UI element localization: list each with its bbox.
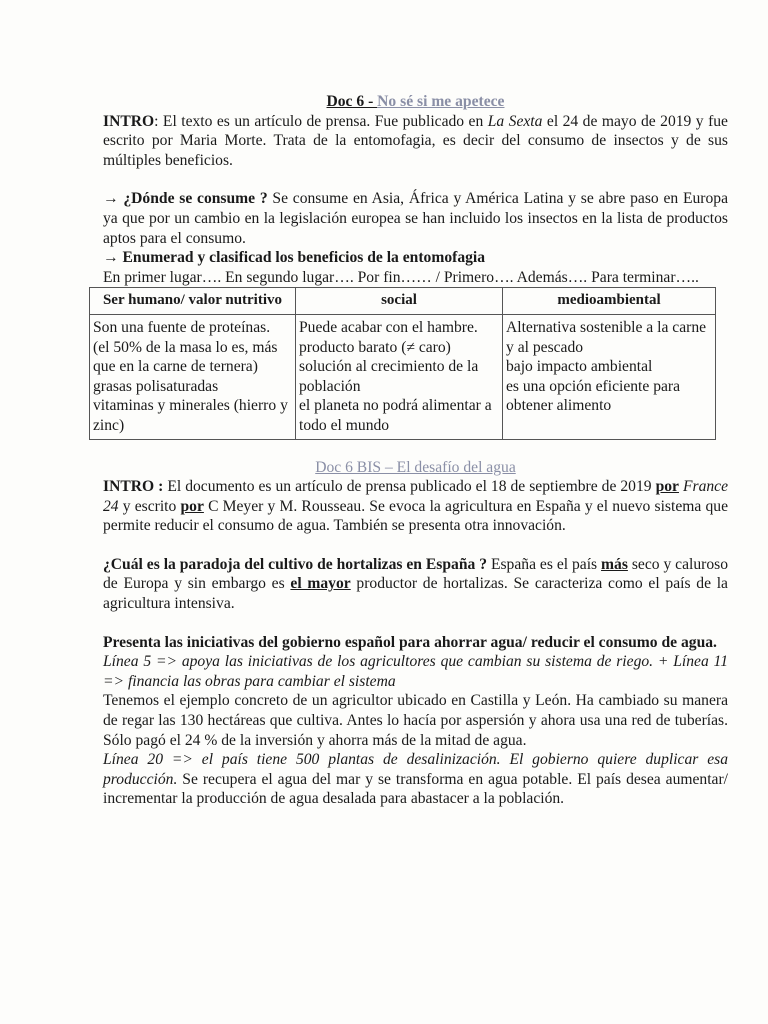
doc6bis-example: Tenemos el ejemplo concreto de un agricultor ubicado en Castilla y León. Ha cambiado su manera de regar las 130 hectáreas que cultiva. Antes lo hacía por aspersión y ahora usa una red de tuberías. Sólo pagó el 24 % de la inversión y ahorra más de la mitad de agua.	[103, 692, 728, 749]
arrow-icon: →	[103, 249, 123, 267]
doc6bis-q1-label: ¿Cuál es la paradoja del cultivo de hortalizas en España ?	[103, 555, 488, 573]
doc6-title	[103, 92, 728, 112]
doc6bis-line20	[103, 750, 728, 809]
doc6bis-intro-por: por	[180, 497, 204, 515]
table-cell-nutritivo	[90, 314, 296, 439]
cell-line: Son una fuente de proteínas.	[93, 318, 271, 336]
table-cell-social	[296, 314, 503, 439]
cell-line: Puede acabar con el hambre.	[299, 318, 478, 336]
doc6-q1	[103, 189, 728, 248]
cell-line: (el 50% de la masa lo es, más que en la carne de ternera)	[93, 338, 278, 376]
table-cell-medioambiental	[503, 314, 716, 439]
doc6bis-q1-text: seco y caluroso de Europa y sin embargo es	[103, 555, 729, 593]
doc6bis-q1-text: productor de hortalizas. Se caracteriza como el país de la agricultura intensiva.	[103, 575, 728, 613]
doc6bis-q1	[103, 555, 728, 614]
doc6-intro-label: INTRO	[103, 112, 155, 130]
table-header-row	[90, 288, 716, 315]
doc6bis-intro-source: France 24	[103, 478, 729, 515]
doc6-intro-text-b: el 24 de mayo de 2019 y fue escrito por Maria Morte. Trata de la entomofagia, es decir del consumo de insectos y de sus múltiples beneficios.	[103, 112, 728, 169]
table-header-cell: social	[296, 288, 503, 315]
spacer	[103, 536, 728, 555]
cell-line: es una opción eficiente para obtener alimento	[506, 377, 681, 415]
doc6bis-intro-text: El documento es un artículo de prensa publicado el 18 de septiembre de 2019	[163, 478, 656, 496]
doc6-q2-label: Enumerad y clasificad los beneficios de la entomofagia	[122, 249, 486, 267]
doc6bis-intro-text: C Meyer y M. Rousseau. Se evoca la agricultura en España y el nuevo sistema que permite reducir el consumo de agua. También se presenta otra innovación.	[103, 497, 728, 535]
doc6-q1-text: Se consume en Asia, África y América Latina y se abre paso en Europa ya que por un cambio en la legislación europea se han incluido los insectos en la lista de productos aptos para el consumo.	[103, 190, 728, 247]
doc6-intro	[103, 112, 728, 171]
table-row	[90, 314, 716, 439]
cell-line: solución al crecimiento de la población	[299, 358, 479, 395]
doc6bis-q1-mas: más	[601, 555, 628, 573]
doc6-connectors: En primer lugar…. En segundo lugar…. Por fin…… / Primero…. Además…. Para terminar…..	[103, 268, 699, 286]
cell-line: bajo impacto ambiental	[506, 358, 653, 376]
cell-line: vitaminas y minerales (hierro y zinc)	[93, 397, 288, 434]
benefits-table	[89, 287, 716, 439]
doc6bis-line20-rest: Se recupera el agua del mar y se transforma en agua potable. El país desea aumentar/ incrementar la producción de agua desalada para abastacer a la población.	[103, 770, 728, 808]
doc6bis-intro-label: INTRO :	[103, 478, 164, 496]
doc6bis-line20-italic: Línea 20 => el país tiene 500 plantas de desalinización. El gobierno quiere duplicar esa producción.	[103, 751, 728, 788]
doc6bis-intro	[103, 477, 728, 536]
table-header-cell: Ser humano/ valor nutritivo	[90, 288, 296, 315]
cell-line: producto barato (≠ caro)	[299, 338, 451, 356]
spacer	[103, 614, 728, 633]
doc6bis-q1-mayor: el mayor	[290, 575, 351, 593]
document-page	[93, 92, 729, 809]
doc6-intro-text-a: : El texto es un artículo de prensa. Fue publicado en	[154, 112, 488, 130]
doc6-title-sub: No sé si me apetece	[377, 93, 505, 110]
arrow-icon: →	[103, 190, 124, 208]
cell-line: el planeta no podrá alimentar a todo el mundo	[299, 397, 492, 434]
doc6-intro-source: La Sexta	[487, 112, 543, 130]
doc6bis-title: Doc 6 BIS – El desafío del agua	[315, 458, 516, 476]
doc6bis-intro-text: y escrito	[118, 497, 181, 515]
cell-line: Alternativa sostenible a la carne y al pescado	[506, 318, 707, 356]
doc6bis-intro-por: por	[655, 478, 679, 496]
doc6-title-lead: Doc 6 -	[326, 93, 378, 110]
cell-line: grasas polisaturadas	[93, 377, 219, 395]
doc6-q2	[103, 248, 728, 268]
table-header-cell: medioambiental	[503, 288, 716, 315]
doc6bis-q2-label: Presenta las iniciativas del gobierno español para ahorrar agua/ reducir el consumo de agua.	[103, 633, 717, 651]
spacer	[103, 170, 728, 189]
doc6bis-line5: Línea 5 => apoya las iniciativas de los agricultores que cambian su sistema de riego. + Línea 11 => financia las obras para cambiar el sistema	[103, 653, 728, 690]
doc6bis-q1-text: España es el país	[487, 555, 602, 573]
doc6-q1-label: ¿Dónde se consume ?	[123, 190, 268, 208]
